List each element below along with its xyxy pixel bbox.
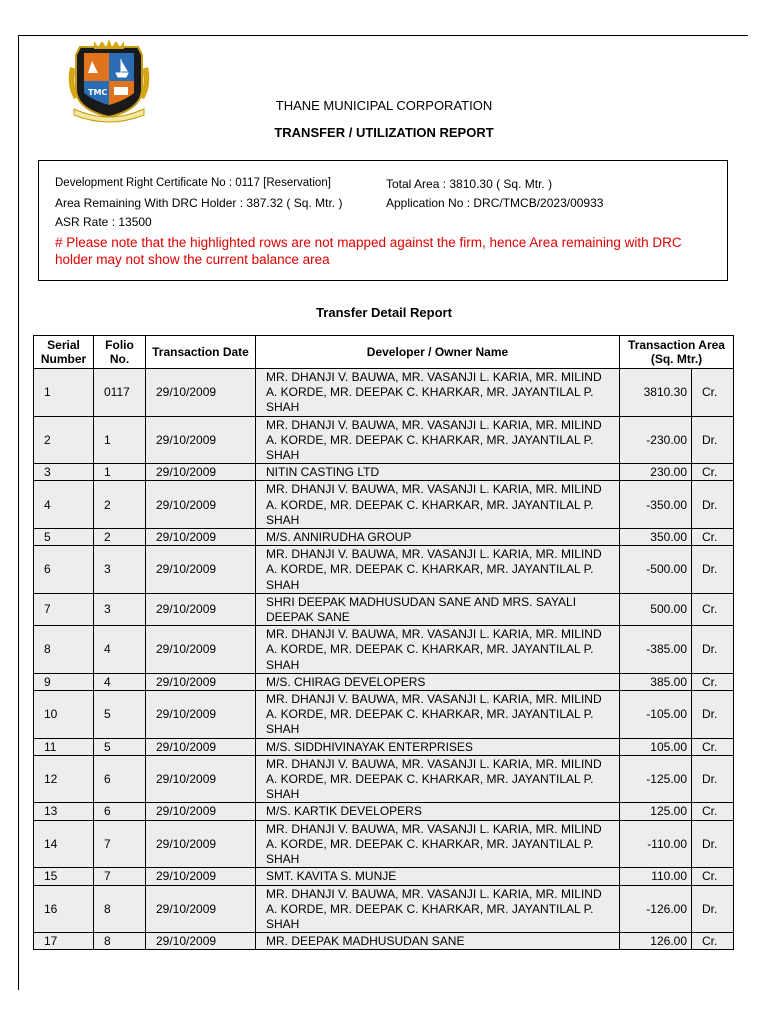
- folio-cell: 8: [94, 885, 146, 933]
- date-cell: 29/10/2009: [146, 803, 256, 820]
- credit-debit-cell: Dr.: [692, 546, 734, 594]
- date-cell: 29/10/2009: [146, 933, 256, 950]
- owner-name-cell: NITIN CASTING LTD: [256, 464, 620, 481]
- table-header-row: [34, 336, 734, 369]
- date-cell: 29/10/2009: [146, 546, 256, 594]
- folio-cell: 3: [94, 593, 146, 625]
- table-row: [34, 885, 734, 933]
- transfer-detail-table: [33, 335, 734, 950]
- owner-name-cell: SMT. KAVITA S. MUNJE: [256, 868, 620, 885]
- credit-debit-cell: Dr.: [692, 755, 734, 803]
- folio-cell: 5: [94, 691, 146, 739]
- date-cell: 29/10/2009: [146, 820, 256, 868]
- certificate-info-box: [38, 160, 728, 281]
- asr-rate: ASR Rate : 13500: [55, 215, 152, 229]
- credit-debit-cell: Cr.: [692, 529, 734, 546]
- credit-debit-cell: Cr.: [692, 593, 734, 625]
- folio-cell: 1: [94, 416, 146, 464]
- folio-cell: 7: [94, 820, 146, 868]
- area-amount-cell: -500.00: [620, 546, 692, 594]
- table-row: [34, 820, 734, 868]
- serial-cell: 14: [34, 820, 94, 868]
- serial-cell: 9: [34, 673, 94, 690]
- table-row: [34, 933, 734, 950]
- table-row: [34, 481, 734, 529]
- total-area: Total Area : 3810.30 ( Sq. Mtr. ): [386, 177, 553, 191]
- credit-debit-cell: Dr.: [692, 885, 734, 933]
- table-row: [34, 673, 734, 690]
- column-header-area: Transaction Area (Sq. Mtr.): [620, 336, 734, 369]
- report-title: TRANSFER / UTILIZATION REPORT: [274, 125, 494, 140]
- credit-debit-cell: Dr.: [692, 820, 734, 868]
- area-amount-cell: 105.00: [620, 738, 692, 755]
- folio-cell: 6: [94, 755, 146, 803]
- area-amount-cell: -350.00: [620, 481, 692, 529]
- credit-debit-cell: Dr.: [692, 481, 734, 529]
- credit-debit-cell: Cr.: [692, 369, 734, 417]
- date-cell: 29/10/2009: [146, 416, 256, 464]
- credit-debit-cell: Cr.: [692, 738, 734, 755]
- area-remaining: Area Remaining With DRC Holder : 387.32 ( Sq. Mtr. ): [55, 196, 343, 210]
- date-cell: 29/10/2009: [146, 464, 256, 481]
- folio-cell: 6: [94, 803, 146, 820]
- date-cell: 29/10/2009: [146, 885, 256, 933]
- credit-debit-cell: Dr.: [692, 416, 734, 464]
- area-amount-cell: -125.00: [620, 755, 692, 803]
- table-row: [34, 416, 734, 464]
- table-row: [34, 546, 734, 594]
- page-border-top: [18, 35, 748, 36]
- area-amount-cell: 230.00: [620, 464, 692, 481]
- folio-cell: 8: [94, 933, 146, 950]
- page-border-left: [18, 35, 19, 990]
- table-row: [34, 803, 734, 820]
- owner-name-cell: M/S. SIDDHIVINAYAK ENTERPRISES: [256, 738, 620, 755]
- table-row: [34, 529, 734, 546]
- table-row: [34, 738, 734, 755]
- table-title: Transfer Detail Report: [316, 305, 452, 320]
- owner-name-cell: SHRI DEEPAK MADHUSUDAN SANE AND MRS. SAYALI DEEPAK SANE: [256, 593, 620, 625]
- serial-cell: 12: [34, 755, 94, 803]
- credit-debit-cell: Cr.: [692, 803, 734, 820]
- serial-cell: 5: [34, 529, 94, 546]
- serial-cell: 11: [34, 738, 94, 755]
- serial-cell: 6: [34, 546, 94, 594]
- owner-name-cell: MR. DHANJI V. BAUWA, MR. VASANJI L. KARIA, MR. MILIND A. KORDE, MR. DEEPAK C. KHARKAR, MR. JAYANTILAL P. SHAH: [256, 755, 620, 803]
- owner-name-cell: MR. DHANJI V. BAUWA, MR. VASANJI L. KARIA, MR. MILIND A. KORDE, MR. DEEPAK C. KHARKAR, MR. JAYANTILAL P. SHAH: [256, 885, 620, 933]
- area-amount-cell: -126.00: [620, 885, 692, 933]
- owner-name-cell: MR. DEEPAK MADHUSUDAN SANE: [256, 933, 620, 950]
- column-header-date: Transaction Date: [146, 336, 256, 369]
- folio-cell: 3: [94, 546, 146, 594]
- table-row: [34, 626, 734, 674]
- folio-cell: 1: [94, 464, 146, 481]
- serial-cell: 2: [34, 416, 94, 464]
- table-row: [34, 464, 734, 481]
- folio-cell: 5: [94, 738, 146, 755]
- owner-name-cell: MR. DHANJI V. BAUWA, MR. VASANJI L. KARIA, MR. MILIND A. KORDE, MR. DEEPAK C. KHARKAR, MR. JAYANTILAL P. SHAH: [256, 481, 620, 529]
- highlight-warning: # Please note that the highlighted rows are not mapped against the firm, hence Area remaining with DRC holder may not show the current balance area: [55, 235, 682, 267]
- credit-debit-cell: Dr.: [692, 691, 734, 739]
- table-row: [34, 868, 734, 885]
- folio-cell: 0117: [94, 369, 146, 417]
- area-amount-cell: 126.00: [620, 933, 692, 950]
- area-amount-cell: -230.00: [620, 416, 692, 464]
- area-amount-cell: 385.00: [620, 673, 692, 690]
- owner-name-cell: MR. DHANJI V. BAUWA, MR. VASANJI L. KARIA, MR. MILIND A. KORDE, MR. DEEPAK C. KHARKAR, MR. JAYANTILAL P. SHAH: [256, 546, 620, 594]
- date-cell: 29/10/2009: [146, 868, 256, 885]
- date-cell: 29/10/2009: [146, 481, 256, 529]
- credit-debit-cell: Cr.: [692, 464, 734, 481]
- area-amount-cell: -110.00: [620, 820, 692, 868]
- serial-cell: 1: [34, 369, 94, 417]
- owner-name-cell: MR. DHANJI V. BAUWA, MR. VASANJI L. KARIA, MR. MILIND A. KORDE, MR. DEEPAK C. KHARKAR, MR. JAYANTILAL P. SHAH: [256, 820, 620, 868]
- table-row: [34, 593, 734, 625]
- area-amount-cell: 350.00: [620, 529, 692, 546]
- owner-name-cell: MR. DHANJI V. BAUWA, MR. VASANJI L. KARIA, MR. MILIND A. KORDE, MR. DEEPAK C. KHARKAR, MR. JAYANTILAL P. SHAH: [256, 416, 620, 464]
- credit-debit-cell: Cr.: [692, 673, 734, 690]
- svg-text:TMC: TMC: [88, 88, 108, 97]
- serial-cell: 15: [34, 868, 94, 885]
- folio-cell: 2: [94, 529, 146, 546]
- owner-name-cell: MR. DHANJI V. BAUWA, MR. VASANJI L. KARIA, MR. MILIND A. KORDE, MR. DEEPAK C. KHARKAR, MR. JAYANTILAL P. SHAH: [256, 369, 620, 417]
- credit-debit-cell: Dr.: [692, 626, 734, 674]
- drc-certificate-number: Development Right Certificate No : 0117 [Reservation]: [55, 177, 331, 189]
- area-amount-cell: 3810.30: [620, 369, 692, 417]
- area-amount-cell: 500.00: [620, 593, 692, 625]
- credit-debit-cell: Cr.: [692, 868, 734, 885]
- date-cell: 29/10/2009: [146, 529, 256, 546]
- date-cell: 29/10/2009: [146, 593, 256, 625]
- date-cell: 29/10/2009: [146, 673, 256, 690]
- table-row: [34, 369, 734, 417]
- owner-name-cell: M/S. KARTIK DEVELOPERS: [256, 803, 620, 820]
- serial-cell: 3: [34, 464, 94, 481]
- serial-cell: 10: [34, 691, 94, 739]
- serial-cell: 17: [34, 933, 94, 950]
- date-cell: 29/10/2009: [146, 369, 256, 417]
- owner-name-cell: MR. DHANJI V. BAUWA, MR. VASANJI L. KARIA, MR. MILIND A. KORDE, MR. DEEPAK C. KHARKAR, MR. JAYANTILAL P. SHAH: [256, 626, 620, 674]
- folio-cell: 4: [94, 626, 146, 674]
- serial-cell: 16: [34, 885, 94, 933]
- column-header-serial: Serial Number: [34, 336, 94, 369]
- folio-cell: 4: [94, 673, 146, 690]
- table-row: [34, 691, 734, 739]
- table-row: [34, 755, 734, 803]
- column-header-folio: Folio No.: [94, 336, 146, 369]
- date-cell: 29/10/2009: [146, 691, 256, 739]
- serial-cell: 13: [34, 803, 94, 820]
- folio-cell: 2: [94, 481, 146, 529]
- owner-name-cell: M/S. CHIRAG DEVELOPERS: [256, 673, 620, 690]
- column-header-name: Developer / Owner Name: [256, 336, 620, 369]
- area-amount-cell: -385.00: [620, 626, 692, 674]
- date-cell: 29/10/2009: [146, 626, 256, 674]
- owner-name-cell: MR. DHANJI V. BAUWA, MR. VASANJI L. KARIA, MR. MILIND A. KORDE, MR. DEEPAK C. KHARKAR, MR. JAYANTILAL P. SHAH: [256, 691, 620, 739]
- serial-cell: 7: [34, 593, 94, 625]
- organization-name: THANE MUNICIPAL CORPORATION: [275, 98, 493, 113]
- area-amount-cell: 125.00: [620, 803, 692, 820]
- owner-name-cell: M/S. ANNIRUDHA GROUP: [256, 529, 620, 546]
- folio-cell: 7: [94, 868, 146, 885]
- area-amount-cell: 110.00: [620, 868, 692, 885]
- date-cell: 29/10/2009: [146, 755, 256, 803]
- credit-debit-cell: Cr.: [692, 933, 734, 950]
- date-cell: 29/10/2009: [146, 738, 256, 755]
- application-number: Application No : DRC/TMCB/2023/00933: [386, 196, 604, 210]
- serial-cell: 4: [34, 481, 94, 529]
- serial-cell: 8: [34, 626, 94, 674]
- area-amount-cell: -105.00: [620, 691, 692, 739]
